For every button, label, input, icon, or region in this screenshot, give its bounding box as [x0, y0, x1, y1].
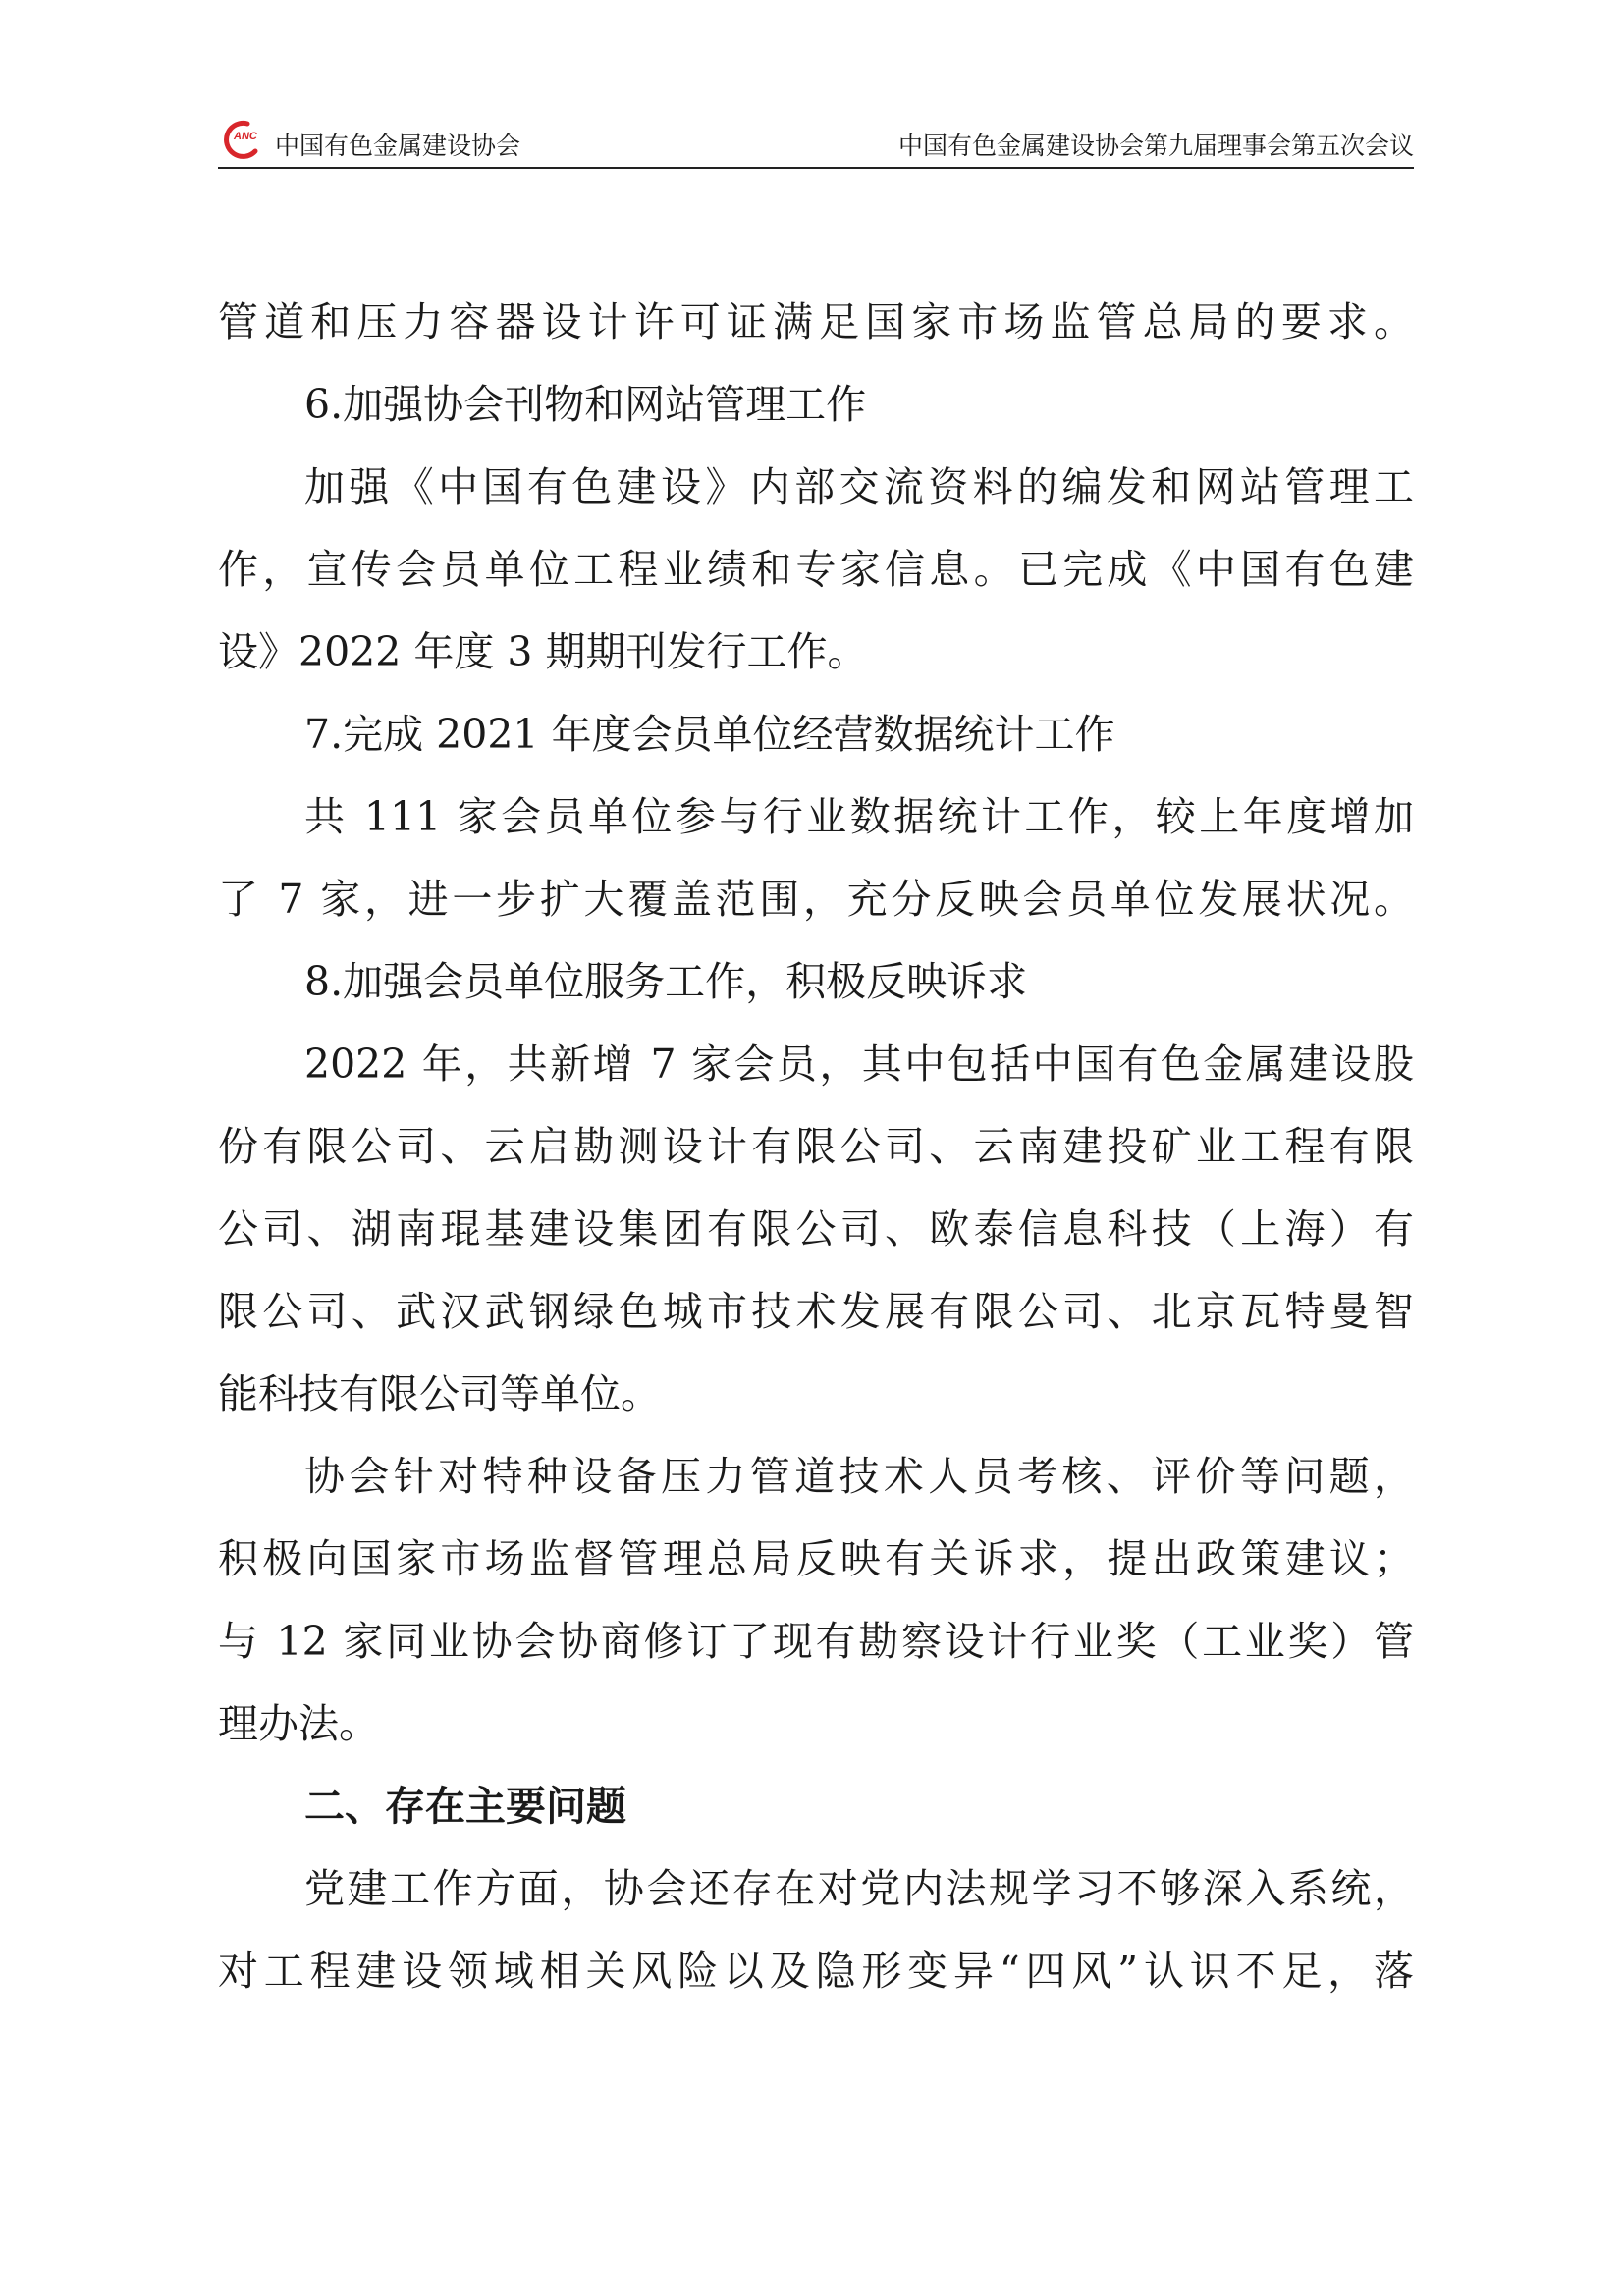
header-divider	[218, 167, 1414, 169]
text-line: 了 7 家，进一步扩大覆盖范围，充分反映会员单位发展状况。	[218, 876, 1414, 923]
text-line: 2022 年，共新增 7 家会员，其中包括中国有色金属建设股	[304, 1041, 1414, 1088]
text-line: 能科技有限公司等单位。	[218, 1370, 661, 1417]
text-line: 与 12 家同业协会协商修订了现有勘察设计行业奖（工业奖）管	[218, 1618, 1414, 1665]
text-line: 理办法。	[218, 1700, 379, 1747]
section-heading: 6.加强协会刊物和网站管理工作	[304, 381, 867, 428]
text-line: 公司、湖南琨基建设集团有限公司、欧泰信息科技（上海）有	[218, 1205, 1414, 1253]
association-logo	[218, 118, 269, 161]
text-line: 协会针对特种设备压力管道技术人员考核、评价等问题，	[304, 1453, 1414, 1500]
text-line: 设》2022 年度 3 期期刊发行工作。	[218, 628, 868, 675]
text-line: 加强《中国有色建设》内部交流资料的编发和网站管理工	[304, 463, 1414, 510]
text-line: 管道和压力容器设计许可证满足国家市场监管总局的要求。	[218, 298, 1414, 346]
page-header	[218, 116, 1414, 167]
text-line: 共 111 家会员单位参与行业数据统计工作，较上年度增加	[304, 793, 1414, 840]
chapter-heading: 二、存在主要问题	[304, 1783, 626, 1830]
section-heading: 8.加强会员单位服务工作，积极反映诉求	[304, 958, 1028, 1005]
logo-text: ANC	[234, 131, 257, 142]
text-line: 限公司、武汉武钢绿色城市技术发展有限公司、北京瓦特曼智	[218, 1288, 1414, 1335]
text-line: 作，宣传会员单位工程业绩和专家信息。已完成《中国有色建	[218, 546, 1414, 593]
org-name: 中国有色金属建设协会	[275, 132, 521, 160]
meeting-name: 中国有色金属建设协会第九届理事会第五次会议	[897, 132, 1414, 160]
section-heading: 7.完成 2021 年度会员单位经营数据统计工作	[304, 711, 1115, 758]
text-line: 对工程建设领域相关风险以及隐形变异“四风”认识不足，落	[218, 1948, 1414, 1995]
text-line: 份有限公司、云启勘测设计有限公司、云南建投矿业工程有限	[218, 1123, 1414, 1170]
text-line: 积极向国家市场监督管理总局反映有关诉求，提出政策建议；	[218, 1535, 1414, 1582]
text-line: 党建工作方面，协会还存在对党内法规学习不够深入系统，	[304, 1865, 1414, 1912]
